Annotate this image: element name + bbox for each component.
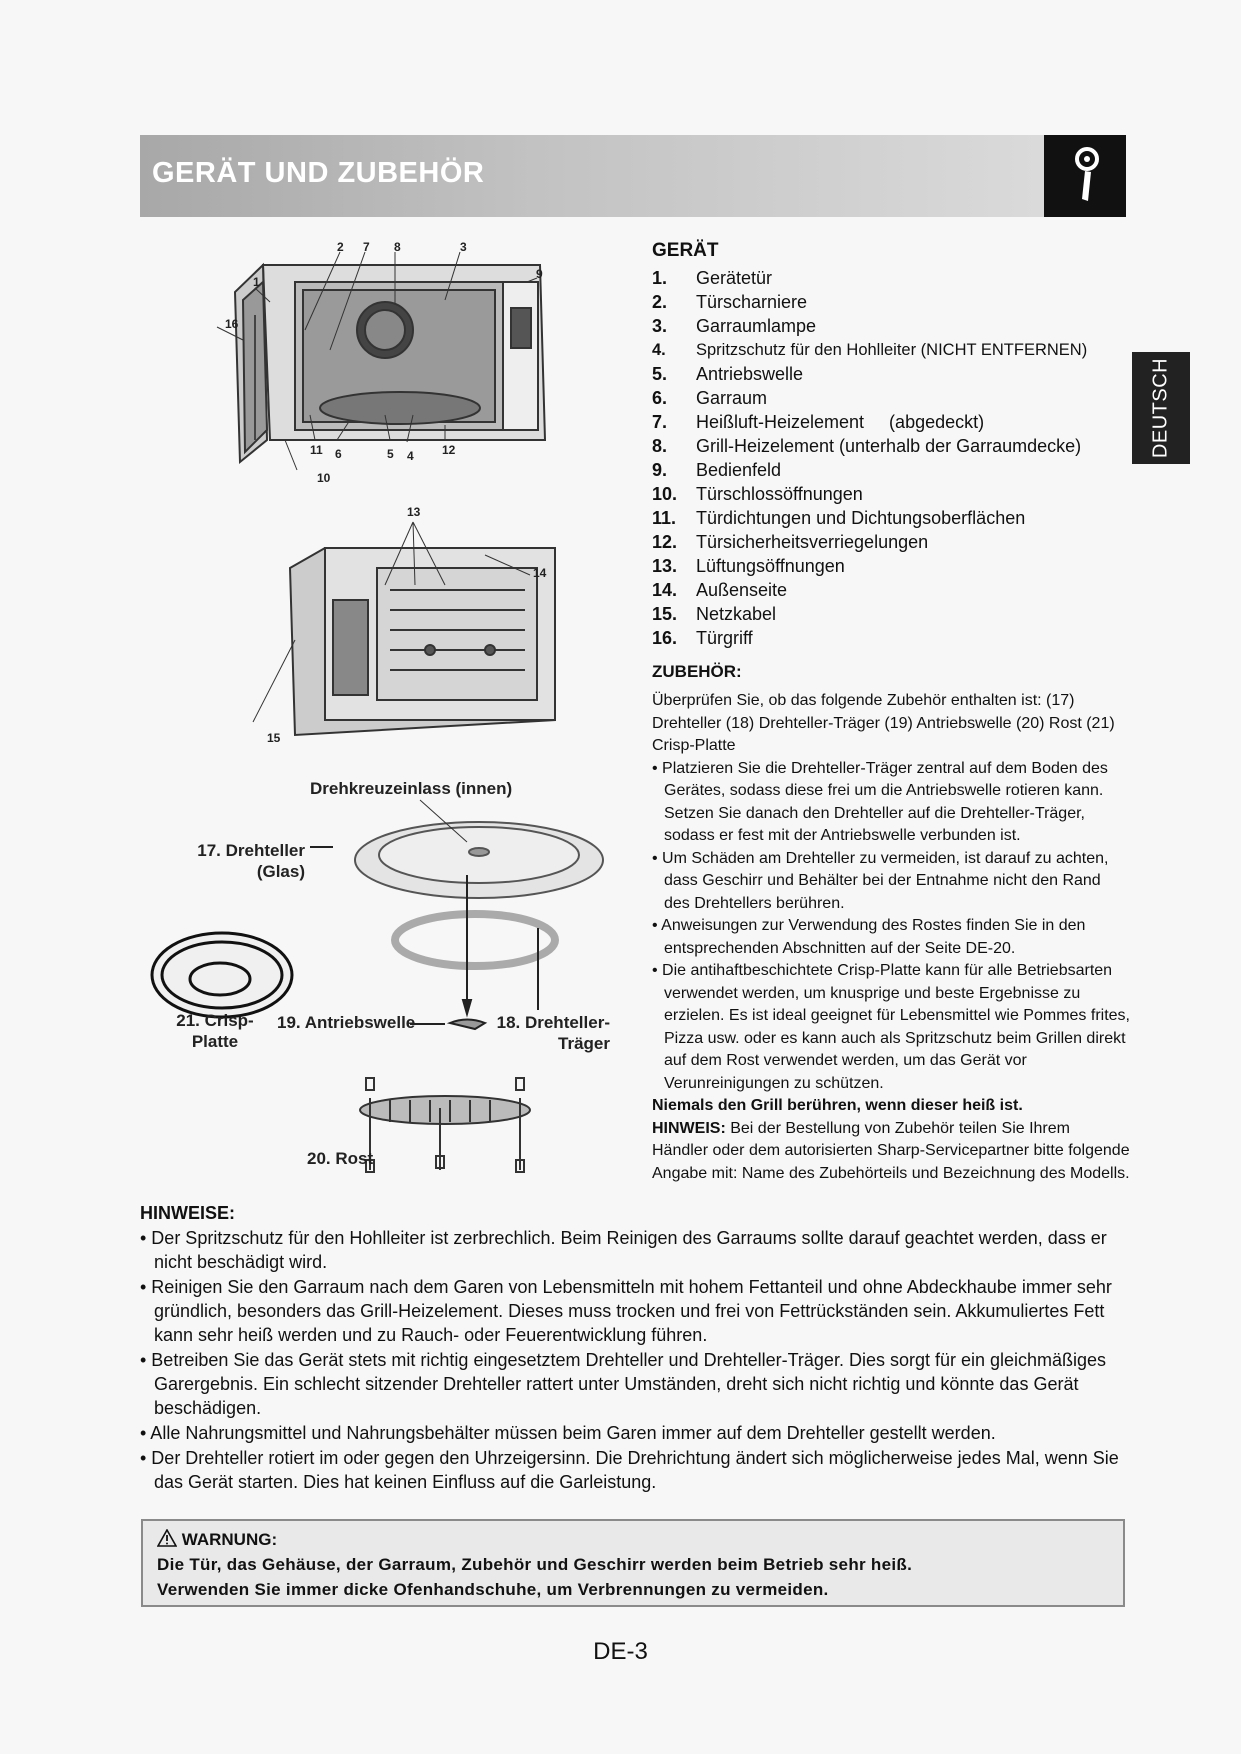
turntable-label-line1: 17. Drehteller [197, 841, 305, 860]
list-item: 10. Türschlossöffnungen [652, 484, 863, 504]
crisp-plate-label-line1: 21. Crisp- [176, 1011, 254, 1030]
hinweis-label: HINWEIS: [652, 1119, 726, 1137]
callout-4: 4 [407, 449, 414, 463]
info-i-icon [1044, 135, 1126, 217]
callout-6: 6 [335, 447, 342, 461]
list-item: • Alle Nahrungsmittel und Nahrungsbehälter müssen beim Garen immer auf dem Drehteller gestellt werden. [140, 1423, 996, 1443]
warning-box [141, 1519, 1125, 1607]
oven-back-illustration [290, 548, 555, 735]
parts-list [652, 266, 1130, 650]
turntable-inlet-label: Drehkreuzeinlass (innen) [310, 779, 513, 798]
list-item: 15. Netzkabel [652, 604, 777, 624]
crisp-plate-label-line2: Platte [191, 1032, 239, 1051]
warning-triangle-icon [157, 1529, 177, 1547]
zubehoer-intro: Überprüfen Sie, ob das folgende Zubehör enthalten ist: (17) Drehteller (18) Drehteller-Träger (19) Antriebswelle (20) Rost (21) Crisp-Platte [652, 692, 1115, 754]
drive-shaft-label: 19. Antriebswelle [277, 1013, 416, 1032]
page-title: GERÄT UND ZUBEHÖR [152, 157, 485, 189]
list-item: 14. Außenseite [652, 580, 788, 600]
callout-5: 5 [387, 447, 394, 461]
turntable-label [190, 840, 305, 882]
callout-16: 16 [225, 317, 239, 331]
notes-list [140, 1226, 1130, 1494]
list-item: 4. Spritzschutz für den Hohlleiter (NICHT ENTFERNEN) [652, 341, 1088, 359]
warning-line-1: Die Tür, das Gehäuse, der Garraum, Zubehör und Geschirr werden beim Betrieb sehr heiß. [157, 1555, 913, 1574]
list-item: • Reinigen Sie den Garraum nach dem Garen von Lebensmitteln mit hohem Fettanteil und ohne Abdeckhaube immer sehr gründlich, besonders das Grill-Heizelement. Dieses muss trocken und frei von Fettrückständen sein. Akkumuliertes Fett kann sehr heiß werden und zu Rauch- oder Feuerentwicklung führen. [140, 1277, 1112, 1345]
zubehoer-heading: ZUBEHÖR: [652, 662, 742, 681]
list-item: 2. Türscharniere [652, 292, 808, 312]
callout-15: 15 [267, 731, 281, 745]
crisp-plate-illustration [152, 933, 292, 1017]
list-item: 8. Grill-Heizelement (unterhalb der Garraumdecke) [652, 436, 1082, 456]
warning-title: WARNUNG: [181, 1530, 278, 1549]
list-item: 13. Lüftungsöffnungen [652, 556, 845, 576]
section-header [140, 135, 1126, 217]
right-column [652, 240, 1130, 1185]
list-item: • Betreiben Sie das Gerät stets mit richtig eingesetztem Drehteller und Drehteller-Träger. Dies sorgt für ein gleichmäßiges Garergebnis. Ein schlecht sitzender Drehteller rattert unter Umständen, dreht sich nicht richtig und könnte das Gerät beschädigen. [140, 1350, 1107, 1418]
list-item: • Der Drehteller rotiert im oder gegen den Uhrzeigersinn. Die Drehrichtung ändert sich möglicherweise jedes Mal, wenn Sie das Gerät starten. Dies hat keinen Einfluss auf die Garleistung. [140, 1448, 1119, 1492]
warning-line-2: Verwenden Sie immer dicke Ofenhandschuhe, um Verbrennungen zu vermeiden. [157, 1580, 829, 1599]
list-item: 7. Heißluft-Heizelement (abgedeckt) [652, 412, 985, 432]
list-item: 16. Türgriff [652, 628, 753, 648]
crisp-plate-label [165, 1010, 265, 1052]
rack-label: 20. Rost [307, 1149, 374, 1168]
callout-9: 9 [536, 267, 543, 281]
list-item: 9. Bedienfeld [652, 460, 782, 480]
turntable-illustration [355, 800, 603, 898]
callout-7: 7 [363, 240, 370, 254]
callout-2: 2 [337, 240, 344, 254]
callout-10: 10 [317, 471, 331, 485]
callout-3: 3 [460, 240, 467, 254]
hinweis-note [652, 1118, 1130, 1186]
roller-support-label-line1: 18. Drehteller- [496, 1013, 610, 1032]
list-item: • Um Schäden am Drehteller zu vermeiden, ist darauf zu achten, dass Geschirr und Behälter bei der Entnahme nicht den Rand des Drehtellers berühren. [652, 849, 1109, 912]
roller-ring-illustration [395, 914, 555, 966]
warning-heading [157, 1529, 1109, 1550]
roller-support-label-line2: Träger [558, 1034, 610, 1053]
list-item: • Der Spritzschutz für den Hohlleiter ist zerbrechlich. Beim Reinigen des Garraums sollte darauf geachtet werden, dass er nicht beschädigt wird. [140, 1228, 1107, 1272]
language-tab-label: DEUTSCH [1149, 357, 1172, 459]
grill-warning-note: Niemals den Grill berühren, wenn dieser heiß ist. [652, 1097, 1023, 1114]
list-item: 6. Garraum [652, 388, 768, 408]
callout-8: 8 [394, 240, 401, 254]
callout-1: 1 [253, 275, 260, 289]
zubehoer-bullets [652, 758, 1130, 1096]
list-item: 1. Gerätetür [652, 268, 773, 288]
appliance-illustration [145, 230, 635, 1205]
turntable-label-line2: (Glas) [256, 862, 305, 881]
notes-section [140, 1203, 1130, 1495]
callout-13: 13 [407, 505, 421, 519]
language-tab [1132, 352, 1190, 464]
list-item: 12. Türsicherheitsverriegelungen [652, 532, 929, 552]
rack-illustration [360, 1078, 530, 1172]
callout-12: 12 [442, 443, 456, 457]
oven-front-illustration [235, 265, 545, 462]
list-item: 3. Garraumlampe [652, 316, 817, 336]
callout-14: 14 [533, 566, 547, 580]
geraet-heading: GERÄT [652, 240, 719, 261]
hinweis-text: Bei der Bestellung von Zubehör teilen Sie Ihrem Händler oder dem autorisierten Sharp-Servicepartner bitte folgende Angabe mit: Name des Zubehörteils und Bezeichnung des Modells. [652, 1119, 1130, 1182]
roller-support-label [490, 1012, 610, 1054]
list-item: • Anweisungen zur Verwendung des Rostes finden Sie in den entsprechenden Abschnitten auf der Seite DE-20. [652, 917, 1086, 957]
callout-11: 11 [310, 443, 323, 457]
list-item: • Platzieren Sie die Drehteller-Träger zentral auf dem Boden des Gerätes, sodass diese frei um die Antriebswelle rotieren kann. Setzen Sie danach den Drehteller auf die Drehteller-Träger, sodass er fest mit der Antriebswelle verbunden ist. [652, 759, 1108, 844]
list-item: 11. Türdichtungen und Dichtungsoberflächen [652, 508, 1026, 528]
appliance-figure [145, 230, 635, 1205]
list-item: 5. Antriebswelle [652, 364, 804, 384]
notes-heading: HINWEISE: [140, 1203, 236, 1223]
list-item: • Die antihaftbeschichtete Crisp-Platte kann für alle Betriebsarten verwendet werden, um knusprige und beste Ergebnisse zu erzielen. Es ist ideal geeignet für Lebensmittel wie Pommes frites, Pizza usw. oder es kann auch als Spritzschutz beim Grillen direkt auf dem Rost verwendet werden, um das Gerät vor Verunreinigungen zu schützen. [652, 962, 1130, 1092]
page-number: DE-3 [593, 1638, 648, 1665]
